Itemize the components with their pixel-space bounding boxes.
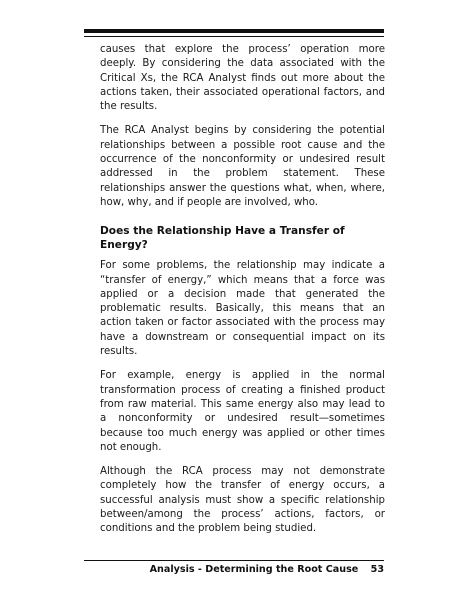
section-paragraph: For some problems, the relationship may indicate a “transfer of energy,” which means that a force was applied or a decision made that generated the problematic results. Basically, this means that an action taken or factor associated with the process may have a downstream or consequential impact on its results. — [100, 260, 385, 358]
header-rule-thin — [84, 36, 384, 37]
page-footer — [150, 564, 384, 575]
section-paragraph: Although the RCA process may not demonstrate completely how the transfer of energy occurs, a successful analysis must show a specific relationship between/among the process’ actions, factors, or conditions and the problem being studied. — [100, 466, 385, 535]
body-paragraph: The RCA Analyst begins by considering the potential relationships between a possible root cause and the occurrence of the nonconformity or undesired result addressed in the problem statement. These relationships answer the questions what, when, where, how, why, and if people are involved, who. — [100, 125, 385, 208]
page-number: 53 — [370, 564, 384, 575]
header-rule-thick — [84, 29, 384, 33]
running-title: Analysis - Determining the Root Cause — [149, 564, 359, 575]
body-paragraph: causes that explore the process’ operation more deeply. By considering the data associated with the Critical Xs, the RCA Analyst finds out more about the actions taken, their associated operational factors, and the results. — [100, 44, 385, 113]
section-heading: Does the Relationship Have a Transfer of Energy? — [100, 225, 345, 252]
page-body — [100, 43, 385, 547]
section-paragraph: For example, energy is applied in the normal transformation process of creating a finished product from raw material. This same energy also may lead to a nonconformity or undesired result—sometimes because too much energy was applied or other times not enough. — [100, 370, 385, 453]
footer-rule — [84, 560, 384, 561]
